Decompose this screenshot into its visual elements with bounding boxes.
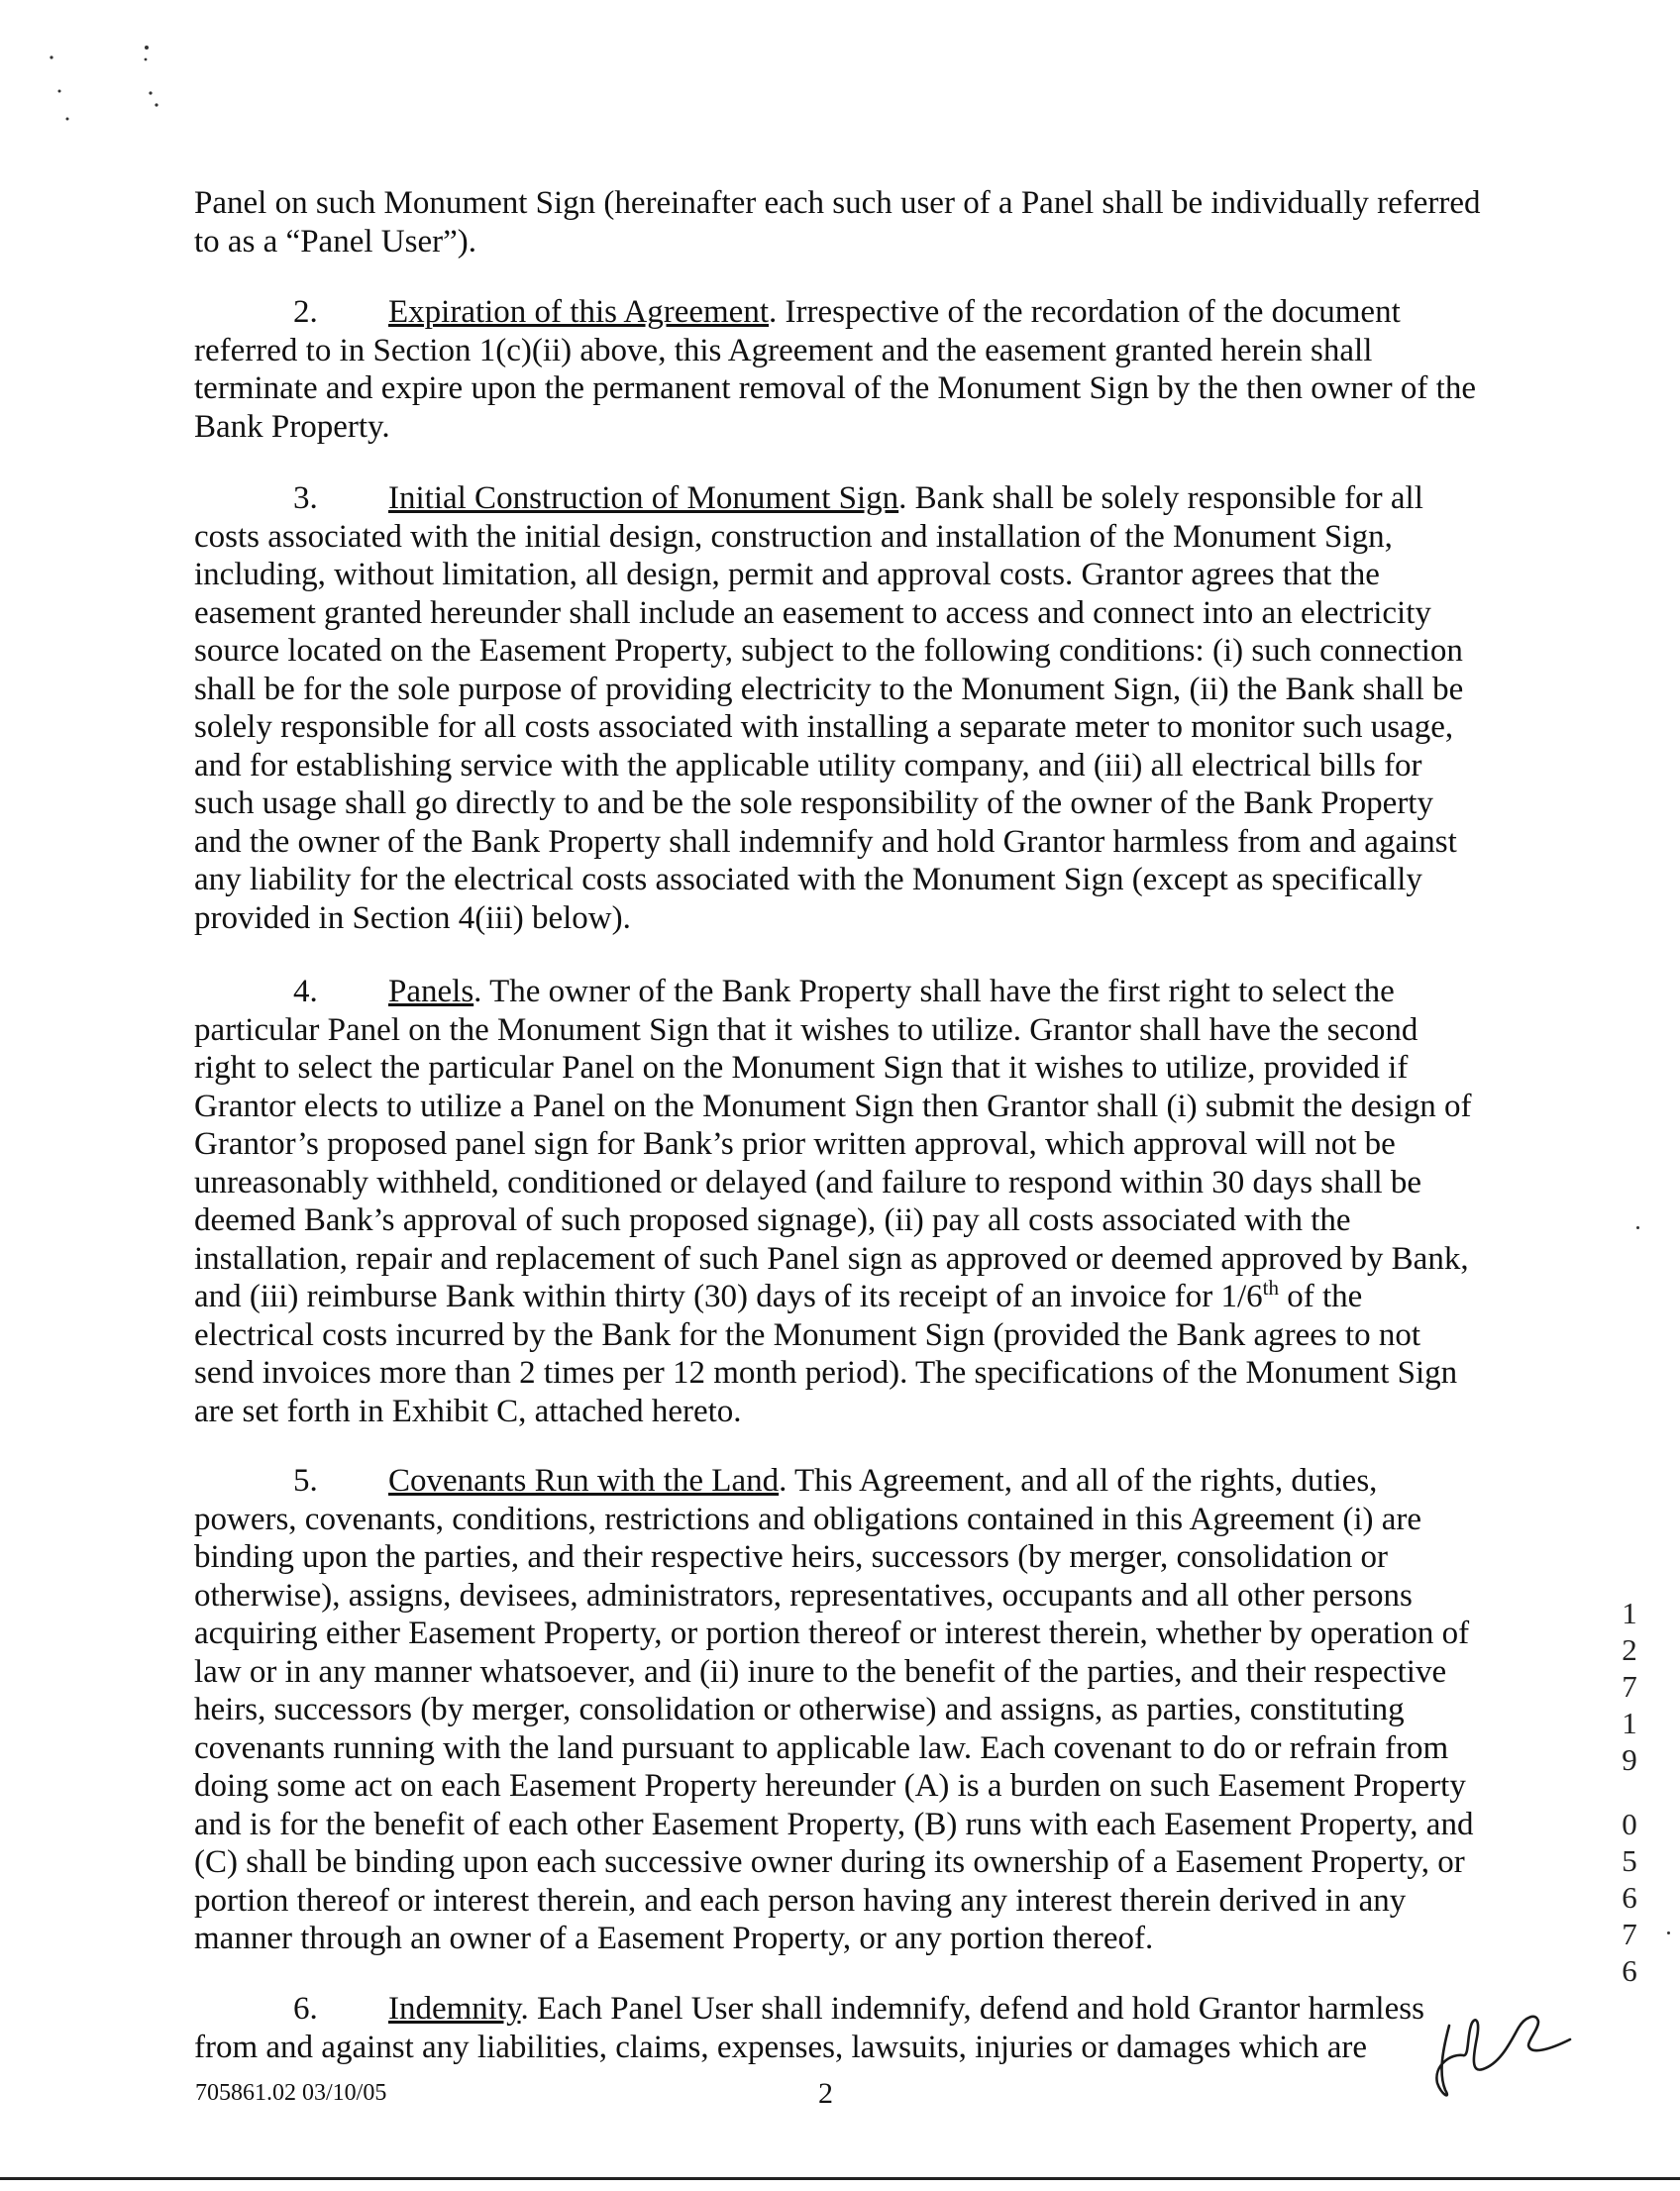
- section-5-heading: Covenants Run with the Land: [388, 1463, 780, 1499]
- paragraph-continuation: [194, 184, 1482, 261]
- handwritten-initials-signature: [1412, 1996, 1590, 2105]
- scan-bottom-edge: [0, 2177, 1680, 2180]
- footer-page-number: 2: [818, 2077, 833, 2110]
- section-4-superscript: th: [1262, 1276, 1279, 1300]
- stamp-digit: 6: [1622, 1953, 1637, 1988]
- stamp-digit: 5: [1622, 1843, 1637, 1878]
- section-2-number: 2.: [293, 294, 318, 330]
- section-2-expiration: [194, 293, 1482, 446]
- section-2-body: . Irrespective of the recordation of the document referred to in Section 1(c)(ii) above, this Agreement and the easement granted herein shall terminate and expire upon the permanent removal of the Monument Sign by the then owner of the Bank Property.: [194, 294, 1476, 445]
- paragraph-0-text: Panel on such Monument Sign (hereinafter each such user of a Panel shall be individually referred to as a “Panel User”).: [194, 185, 1481, 260]
- section-5-body: . This Agreement, and all of the rights, duties, powers, covenants, conditions, restrictions and obligations contained in this Agreement (i) are binding upon the parties, and their respective heirs, successors (by merger, consolidation or otherwise), assigns, devisees, administrators, representatives, occupants and all other persons acquiring either Easement Property, or portion thereof or interest therein, whether by operation of law or in any manner whatsoever, and (ii) inure to the benefit of the parties, and their respective heirs, successors (by merger, consolidation or otherwise) and assigns, as parties, constituting covenants running with the land pursuant to applicable law. Each covenant to do or refrain from doing some act on each Easement Property hereunder (A) is a burden on such Easement Property and is for the benefit of each other Easement Property, (B) runs with each Easement Property, and (C) shall be binding upon each successive owner during its ownership of a Easement Property, or portion thereof or interest therein, and each person having any interest therein derived in any manner through an owner of a Easement Property, or any portion thereof.: [194, 1463, 1474, 1956]
- recording-number-stamp: [1615, 1595, 1644, 1989]
- stamp-digit: 7: [1622, 1917, 1637, 1951]
- section-4-number: 4.: [293, 974, 318, 1009]
- section-4-body-b: of the electrical costs incurred by the Bank for the Monument Sign (provided the Bank agrees to not send invoices more than 2 times per 12 month period). The specifications of the Monument Sign are set forth in Exhibit C, attached hereto.: [194, 1279, 1458, 1429]
- footer-document-id: 705861.02 03/10/05: [195, 2080, 387, 2106]
- scan-speck: [1667, 1931, 1670, 1934]
- section-4-heading: Panels: [388, 974, 474, 1009]
- section-5-covenants: [194, 1462, 1482, 1958]
- section-6-indemnity: [194, 1990, 1482, 2066]
- stamp-digit: 6: [1622, 1880, 1637, 1915]
- section-4-body-a: . The owner of the Bank Property shall have the first right to select the particular Panel on the Monument Sign that it wishes to utilize. Grantor shall have the second right to select the particular Panel on the Monument Sign that it wishes to utilize, provided if Grantor elects to utilize a Panel on the Monument Sign then Grantor shall (i) submit the design of Grantor’s proposed panel sign for Bank’s prior written approval, which approval will not be unreasonably withheld, conditioned or delayed (and failure to respond within 30 days shall be deemed Bank’s approval of such proposed signage), (ii) pay all costs associated with the installation, repair and replacement of such Panel sign as approved or deemed approved by Bank, and (iii) reimburse Bank within thirty (30) days of its receipt of an invoice for 1/6: [194, 974, 1472, 1314]
- section-4-panels: [194, 973, 1482, 1430]
- section-3-number: 3.: [293, 480, 318, 516]
- scan-specks: [40, 40, 178, 139]
- stamp-digit: 7: [1622, 1669, 1637, 1704]
- stamp-digit: 9: [1622, 1742, 1637, 1777]
- scan-speck: [1636, 1226, 1639, 1229]
- stamp-digit: 1: [1622, 1706, 1637, 1740]
- stamp-digit: 2: [1622, 1632, 1637, 1667]
- section-3-heading: Initial Construction of Monument Sign: [388, 480, 899, 516]
- stamp-digit: 0: [1622, 1807, 1637, 1841]
- section-2-heading: Expiration of this Agreement: [388, 294, 769, 330]
- section-5-number: 5.: [293, 1463, 318, 1499]
- section-3-body: . Bank shall be solely responsible for all costs associated with the initial design, construction and installation of the Monument Sign, including, without limitation, all design, permit and approval costs. Grantor agrees that the easement granted hereunder shall include an easement to access and connect into an electricity source located on the Easement Property, subject to the following conditions: (i) such connection shall be for the sole purpose of providing electricity to the Monument Sign, (ii) the Bank shall be solely responsible for all costs associated with installing a separate meter to monitor such usage, and for establishing service with the applicable utility company, and (iii) all electrical bills for such usage shall go directly to and be the sole responsibility of the owner of the Bank Property and the owner of the Bank Property shall indemnify and hold Grantor harmless from and against any liability for the electrical costs associated with the Monument Sign (except as specifically provided in Section 4(iii) below).: [194, 480, 1464, 936]
- stamp-digit: 1: [1622, 1596, 1637, 1630]
- section-6-body: . Each Panel User shall indemnify, defend and hold Grantor harmless from and against any liabilities, claims, expenses, lawsuits, injuries or damages which are: [194, 1991, 1424, 2065]
- section-6-heading: Indemnity: [388, 1991, 521, 2027]
- section-6-number: 6.: [293, 1991, 318, 2027]
- section-3-initial-construction: [194, 479, 1482, 937]
